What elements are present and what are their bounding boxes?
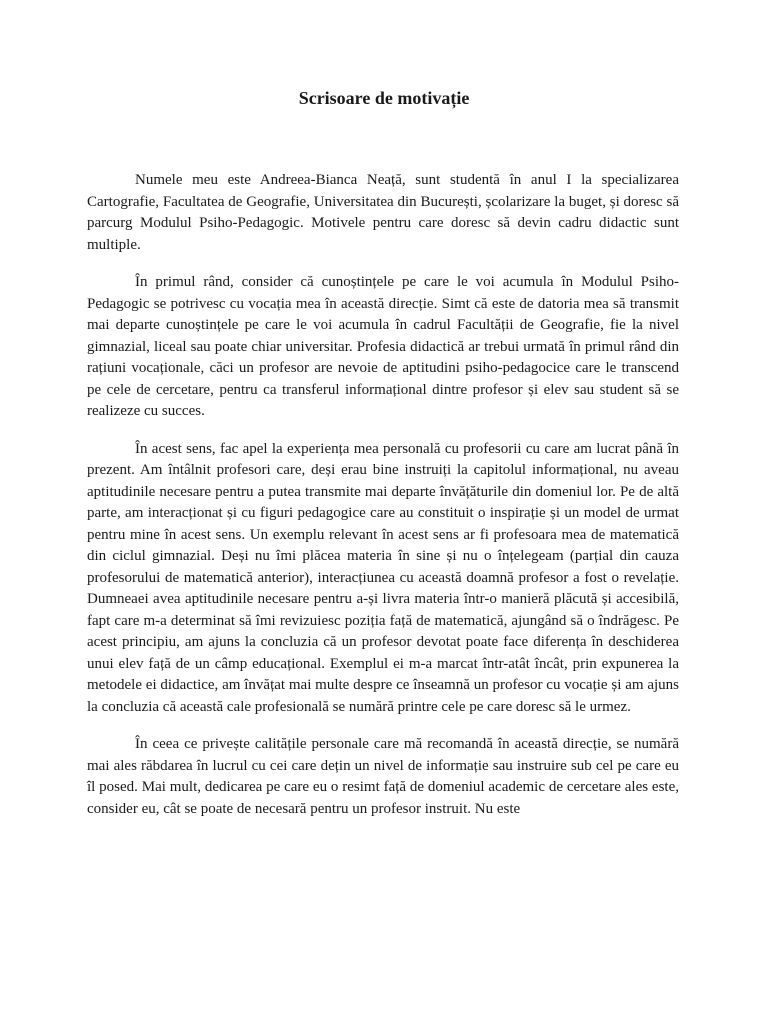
- paragraph-intro: Numele meu este Andreea-Bianca Neață, sunt studentă în anul I la specializarea Cartografie, Facultatea de Geografie, Universitatea din București, școlarizare la buget, și doresc să parcurg Modulul Psiho-Pedagogic. Motivele pentru care doresc să devin cadru didactic sunt multiple.: [87, 172, 679, 253]
- paragraph-vocation: În primul rând, consider că cunoștințele pe care le voi acumula în Modulul Psiho-Pedagogic se potrivesc cu vocația mea în această direcție. Simt că este de datoria mea să transmit mai departe cunoștințele pe care le voi acumula în cadrul Facultății de Geografie, fie la nivel gimnazial, liceal sau poate chiar universitar. Profesia didactică ar trebui urmată în primul rând din rațiuni vocaționale, căci un profesor are nevoie de aptitudini psiho-pedagocice care le transcend pe cele de cercetare, pentru ca transferul informațional dintre profesor și elev sau student să se realizeze cu succes.: [87, 274, 679, 419]
- paragraph-experience: În acest sens, fac apel la experiența mea personală cu profesorii cu care am lucrat până în prezent. Am întâlnit profesori care, deși erau bine instruiți la capitolul informațional, nu aveau aptitudinile necesare pentru a putea transmite mai departe învățăturile din domeniul lor. Pe de altă parte, am interacționat și cu figuri pedagogice care au constituit o inspirație și un model de urmat pentru mine în acest sens. Un exemplu relevant în acest sens ar fi profesoara mea de matematică din ciclul gimnazial. Deși nu îmi plăcea materia în sine și nu o înțelegeam (parțial din cauza profesorului de matematică anterior), interacțiunea cu această doamnă profesor a fost o revelație. Dumneaei avea aptitudinile necesare pentru a-și livra materia într-o manieră plăcută și accesibilă, fapt care m-a determinat să îmi revizuiesc poziția față de matematică, ajungând să o îndrăgesc. Pe acest principiu, am ajuns la concluzia că un profesor devotat poate face diferența în deschiderea unui elev față de un câmp educațional. Exemplul ei m-a marcat într-atât încât, prin expunerea la metodele ei didactice, am învățat mai multe despre ce înseamnă un profesor cu vocație și am ajuns la concluzia că această cale profesională se numără printre cele pe care doresc să le urmez.: [87, 440, 679, 715]
- paragraph-qualities: În ceea ce privește calitățile personale care mă recomandă în această direcție, se numără mai ales răbdarea în lucrul cu cei care dețin un nivel de informație sau instruire sub cel pe care eu îl posed. Mai mult, dedicarea pe care eu o resimt față de domeniul academic de cercetare ales este, consider eu, cât se poate de necesară pentru un profesor instruit. Nu este: [87, 736, 679, 817]
- document-title: Scrisoare de motivație: [298, 88, 470, 108]
- document-body: [87, 170, 679, 836]
